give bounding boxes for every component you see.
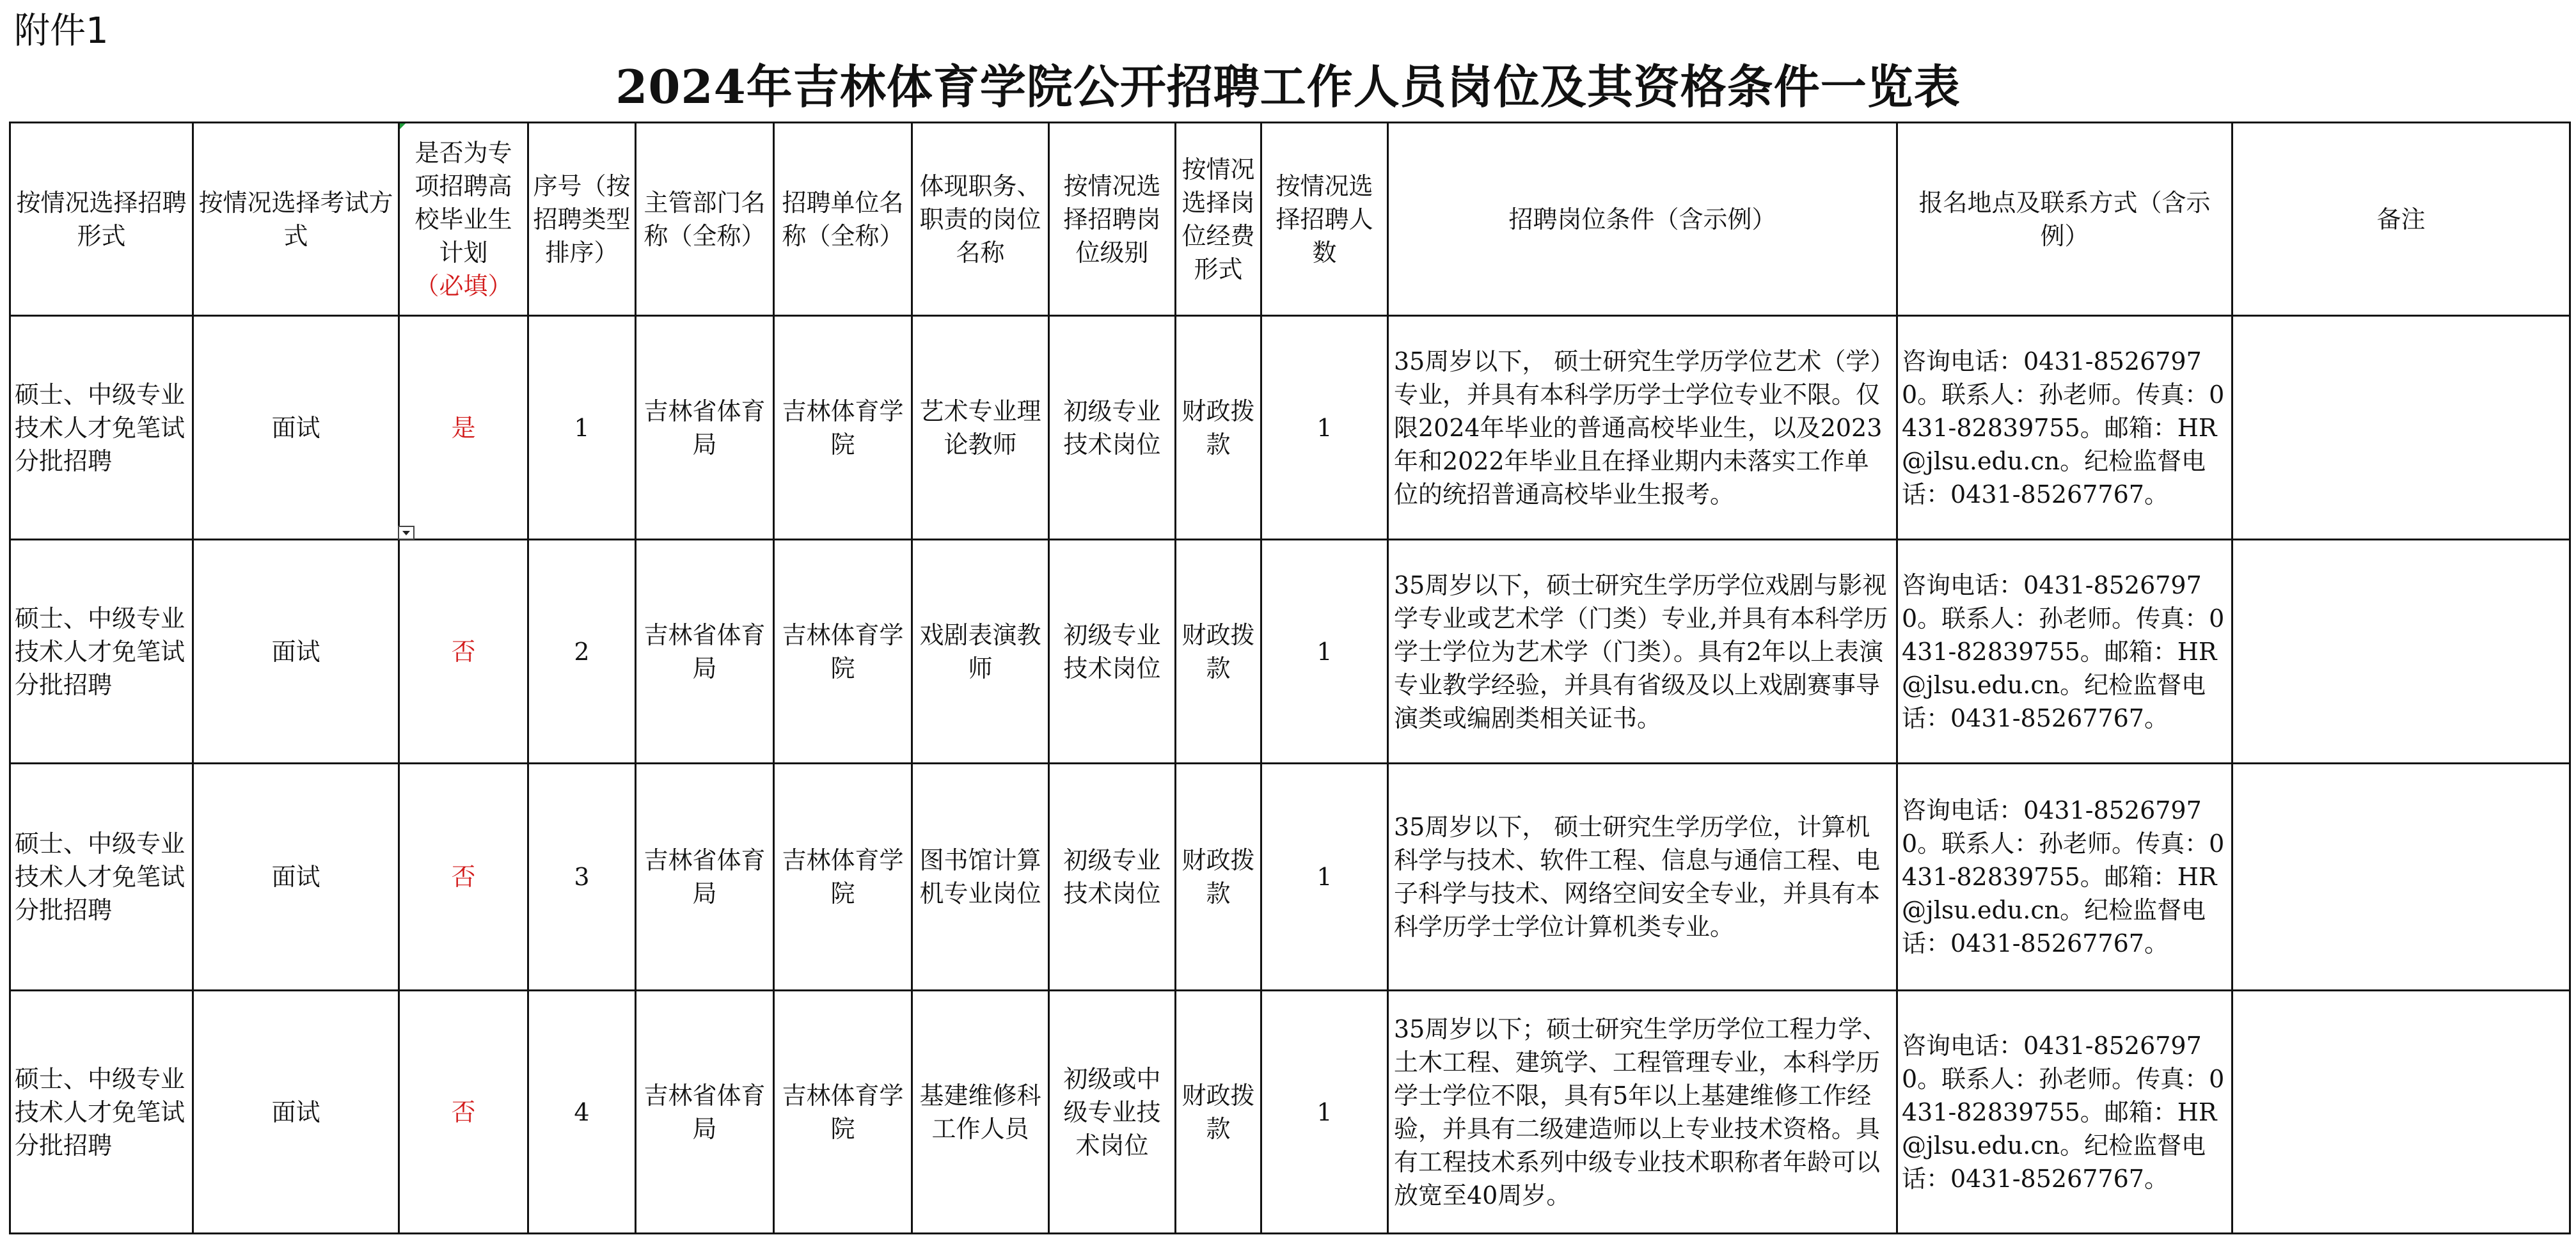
cell-headcount[interactable]: 1: [1261, 764, 1388, 991]
header-funding-form: 按情况选择岗位经费形式: [1176, 123, 1261, 316]
cell-supervising-dept[interactable]: 吉林省体育局: [636, 316, 774, 540]
cell-recruiting-unit[interactable]: 吉林体育学院: [774, 540, 912, 764]
cell-contact[interactable]: 咨询电话：0431-85267970。联系人：孙老师。传真：0431-82839755。邮箱：HR@jlsu.edu.cn。纪检监督电话：0431-85267767。: [1897, 764, 2232, 991]
header-contact: 报名地点及联系方式（含示例）: [1897, 123, 2232, 316]
header-row: [10, 123, 2570, 316]
header-special-plan: [399, 123, 528, 316]
cell-post-name[interactable]: 艺术专业理论教师: [912, 316, 1049, 540]
cell-post-name[interactable]: 戏剧表演教师: [912, 540, 1049, 764]
cell-remark[interactable]: [2232, 316, 2570, 540]
recruitment-table: [9, 122, 2571, 1234]
table-row: [10, 316, 2570, 540]
page-title: 2024年吉林体育学院公开招聘工作人员岗位及其资格条件一览表: [615, 59, 1961, 114]
header-special-plan-label: 是否为专项招聘高校毕业生计划: [415, 138, 512, 267]
cell-conditions[interactable]: 35周岁以下，硕士研究生学历学位戏剧与影视学专业或艺术学（门类）专业,并具有本科学历学士学位为艺术学（门类）。具有2年以上表演专业教学经验，并具有省级及以上戏剧赛事导演类或编剧类相关证书。: [1388, 540, 1897, 764]
cell-special-plan[interactable]: 否: [399, 764, 528, 991]
header-supervising-dept: 主管部门名称（全称）: [636, 123, 774, 316]
cell-post-name[interactable]: 基建维修科工作人员: [912, 991, 1049, 1234]
cell-recruit-form[interactable]: 硕士、中级专业技术人才免笔试分批招聘: [10, 540, 193, 764]
cell-serial-no[interactable]: 3: [528, 764, 636, 991]
header-remark: 备注: [2232, 123, 2570, 316]
header-post-level: 按情况选择招聘岗位级别: [1049, 123, 1176, 316]
cell-serial-no[interactable]: 1: [528, 316, 636, 540]
cell-remark[interactable]: [2232, 540, 2570, 764]
header-recruit-form: 按情况选择招聘形式: [10, 123, 193, 316]
cell-remark[interactable]: [2232, 991, 2570, 1234]
cell-recruit-form[interactable]: 硕士、中级专业技术人才免笔试分批招聘: [10, 991, 193, 1234]
cell-recruiting-unit[interactable]: 吉林体育学院: [774, 764, 912, 991]
cell-headcount[interactable]: 1: [1261, 991, 1388, 1234]
cell-special-plan[interactable]: 是: [399, 316, 528, 540]
cell-recruit-form[interactable]: 硕士、中级专业技术人才免笔试分批招聘: [10, 316, 193, 540]
cell-post-level[interactable]: 初级专业技术岗位: [1049, 316, 1176, 540]
cell-contact[interactable]: 咨询电话：0431-85267970。联系人：孙老师。传真：0431-82839755。邮箱：HR@jlsu.edu.cn。纪检监督电话：0431-85267767。: [1897, 991, 2232, 1234]
header-exam-method: 按情况选择考试方式: [193, 123, 399, 316]
cell-exam-method[interactable]: 面试: [193, 764, 399, 991]
cell-conditions[interactable]: 35周岁以下；硕士研究生学历学位工程力学、土木工程、建筑学、工程管理专业，本科学历学士学位不限，具有5年以上基建维修工作经验，并具有二级建造师以上专业技术资格。具有工程技术系列中级专业技术职称者年龄可以放宽至40周岁。: [1388, 991, 1897, 1234]
cell-conditions[interactable]: 35周岁以下， 硕士研究生学历学位艺术（学）专业，并具有本科学历学士学位专业不限。仅限2024年毕业的普通高校毕业生，以及2023年和2022年毕业且在择业期内未落实工作单位的统招普通高校毕业生报考。: [1388, 316, 1897, 540]
header-post-name: 体现职务、职责的岗位名称: [912, 123, 1049, 316]
cell-recruiting-unit[interactable]: 吉林体育学院: [774, 991, 912, 1234]
header-serial-no: 序号（按招聘类型排序）: [528, 123, 636, 316]
cell-headcount[interactable]: 1: [1261, 540, 1388, 764]
cell-post-name[interactable]: 图书馆计算机专业岗位: [912, 764, 1049, 991]
cell-headcount[interactable]: 1: [1261, 316, 1388, 540]
table-row: [10, 540, 2570, 764]
table-row: [10, 764, 2570, 991]
cell-special-plan[interactable]: 否: [399, 991, 528, 1234]
cell-funding-form[interactable]: 财政拨款: [1176, 316, 1261, 540]
cell-supervising-dept[interactable]: 吉林省体育局: [636, 991, 774, 1234]
cell-supervising-dept[interactable]: 吉林省体育局: [636, 764, 774, 991]
cell-serial-no[interactable]: 2: [528, 540, 636, 764]
attachment-label: 附件1: [14, 10, 109, 52]
header-headcount: 按情况选择招聘人数: [1261, 123, 1388, 316]
table-row: [10, 991, 2570, 1234]
cell-post-level[interactable]: 初级或中级专业技术岗位: [1049, 991, 1176, 1234]
cell-special-plan[interactable]: 否: [399, 540, 528, 764]
dropdown-arrow-icon[interactable]: [398, 526, 415, 540]
required-mark: （必填）: [415, 271, 512, 300]
cell-exam-method[interactable]: 面试: [193, 316, 399, 540]
header-recruiting-unit: 招聘单位名称（全称）: [774, 123, 912, 316]
cell-comment-marker-icon: [400, 123, 406, 129]
cell-post-level[interactable]: 初级专业技术岗位: [1049, 764, 1176, 991]
cell-exam-method[interactable]: 面试: [193, 991, 399, 1234]
cell-funding-form[interactable]: 财政拨款: [1176, 764, 1261, 991]
cell-serial-no[interactable]: 4: [528, 991, 636, 1234]
cell-funding-form[interactable]: 财政拨款: [1176, 991, 1261, 1234]
cell-contact[interactable]: 咨询电话：0431-85267970。联系人：孙老师。传真：0431-82839755。邮箱：HR@jlsu.edu.cn。纪检监督电话：0431-85267767。: [1897, 316, 2232, 540]
cell-funding-form[interactable]: 财政拨款: [1176, 540, 1261, 764]
cell-recruit-form[interactable]: 硕士、中级专业技术人才免笔试分批招聘: [10, 764, 193, 991]
cell-contact[interactable]: 咨询电话：0431-85267970。联系人：孙老师。传真：0431-82839755。邮箱：HR@jlsu.edu.cn。纪检监督电话：0431-85267767。: [1897, 540, 2232, 764]
cell-post-level[interactable]: 初级专业技术岗位: [1049, 540, 1176, 764]
cell-remark[interactable]: [2232, 764, 2570, 991]
cell-supervising-dept[interactable]: 吉林省体育局: [636, 540, 774, 764]
cell-exam-method[interactable]: 面试: [193, 540, 399, 764]
header-conditions: 招聘岗位条件（含示例）: [1388, 123, 1897, 316]
cell-conditions[interactable]: 35周岁以下， 硕士研究生学历学位，计算机科学与技术、软件工程、信息与通信工程、电子科学与技术、网络空间安全专业，并具有本科学历学士学位计算机类专业。: [1388, 764, 1897, 991]
cell-recruiting-unit[interactable]: 吉林体育学院: [774, 316, 912, 540]
